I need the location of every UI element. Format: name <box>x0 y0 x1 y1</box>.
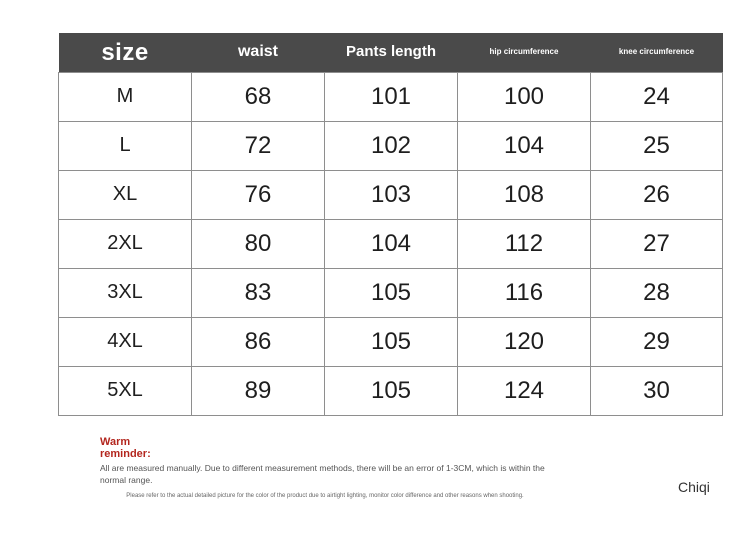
header-pants-length: Pants length <box>345 43 436 61</box>
hip-cell: 108 <box>458 170 591 219</box>
hip-cell: 116 <box>458 268 591 317</box>
hip-cell: 124 <box>458 366 591 415</box>
knee-cell: 28 <box>591 268 723 317</box>
warm-reminder-title: Warm reminder: <box>100 436 151 460</box>
header-size: size <box>101 38 149 66</box>
knee-cell: 30 <box>591 366 723 415</box>
size-chart-table <box>58 33 723 416</box>
header-hip-circumference: hip circumference <box>489 47 559 57</box>
size-cell: 5XL <box>59 366 192 415</box>
size-cell: M <box>59 72 192 121</box>
table-row <box>59 366 723 415</box>
size-cell: L <box>59 121 192 170</box>
table-row <box>59 170 723 219</box>
waist-cell: 76 <box>192 170 325 219</box>
waist-cell: 68 <box>192 72 325 121</box>
hip-cell: 100 <box>458 72 591 121</box>
brand-name: Chiqi <box>678 479 710 495</box>
table-row <box>59 317 723 366</box>
knee-cell: 25 <box>591 121 723 170</box>
size-cell: 3XL <box>59 268 192 317</box>
waist-cell: 80 <box>192 219 325 268</box>
pants-length-cell: 105 <box>325 317 458 366</box>
pants-length-cell: 101 <box>325 72 458 121</box>
knee-cell: 24 <box>591 72 723 121</box>
size-cell: 2XL <box>59 219 192 268</box>
pants-length-cell: 103 <box>325 170 458 219</box>
table-row <box>59 72 723 121</box>
size-cell: XL <box>59 170 192 219</box>
measurement-notes <box>100 436 560 500</box>
measurement-error-note: All are measured manually. Due to different measurement methods, there will be an error of 1-3CM, which is within the normal range. <box>100 463 545 485</box>
table-row <box>59 219 723 268</box>
waist-cell: 89 <box>192 366 325 415</box>
table-header-row <box>59 33 723 72</box>
pants-length-cell: 105 <box>325 268 458 317</box>
header-waist: waist <box>237 42 278 60</box>
waist-cell: 72 <box>192 121 325 170</box>
knee-cell: 27 <box>591 219 723 268</box>
hip-cell: 112 <box>458 219 591 268</box>
pants-length-cell: 105 <box>325 366 458 415</box>
color-difference-note: Please refer to the actual detailed picture for the color of the product due to airtight lighting, monitor color difference and other reasons when shooting. <box>126 493 524 499</box>
waist-cell: 83 <box>192 268 325 317</box>
knee-cell: 26 <box>591 170 723 219</box>
table-row <box>59 268 723 317</box>
waist-cell: 86 <box>192 317 325 366</box>
size-cell: 4XL <box>59 317 192 366</box>
hip-cell: 104 <box>458 121 591 170</box>
table-row <box>59 121 723 170</box>
pants-length-cell: 104 <box>325 219 458 268</box>
header-knee-circumference: knee circumference <box>618 47 695 57</box>
pants-length-cell: 102 <box>325 121 458 170</box>
hip-cell: 120 <box>458 317 591 366</box>
knee-cell: 29 <box>591 317 723 366</box>
